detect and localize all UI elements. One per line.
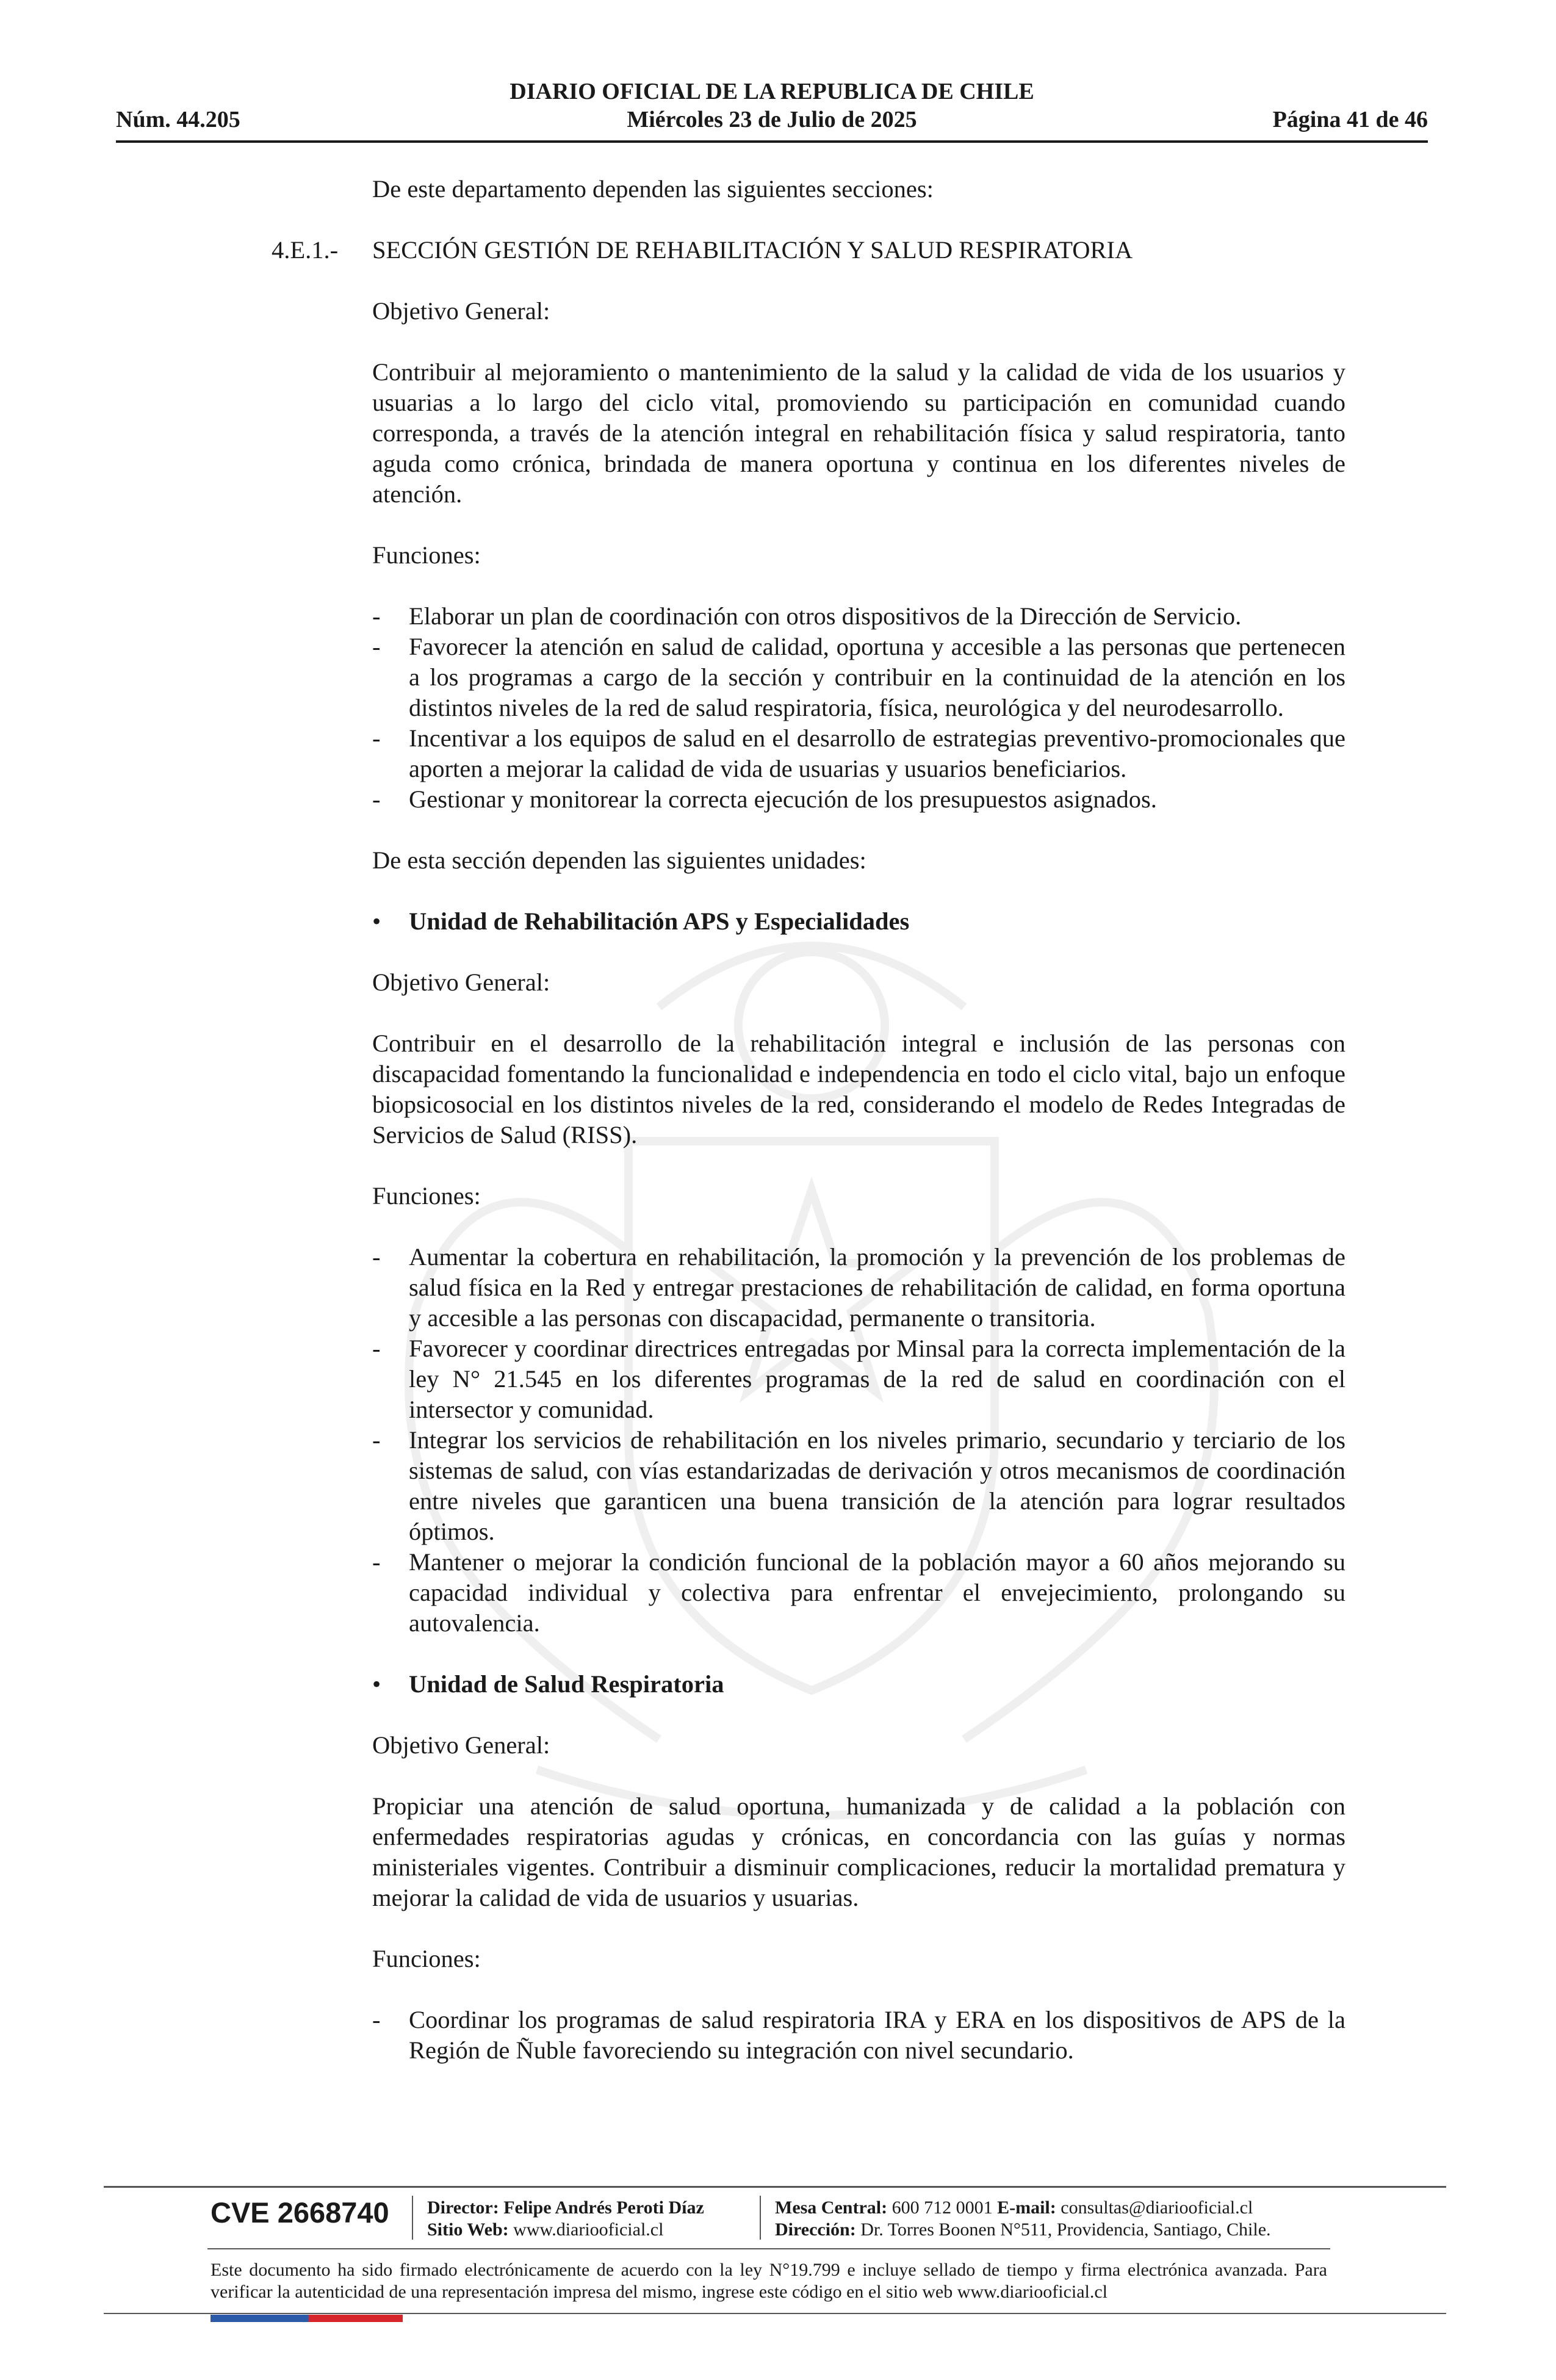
signature-notice: Este documento ha sido firmado electrónicamente de acuerdo con la ley N°19.799 e incluye sellado de tiempo y firma electrónica avanzada. Para verificar la autenticidad de una representación impresa del mismo, ingrese este código en el sitio web www.diariooficial.cl bbox=[211, 2260, 1327, 2302]
footer-bottom-rule bbox=[104, 2313, 1446, 2314]
list-item bbox=[372, 784, 1345, 815]
email-link[interactable]: consultas@diariooficial.cl bbox=[1061, 2198, 1253, 2218]
list-item bbox=[372, 1333, 1345, 1425]
list-item-text: Favorecer y coordinar directrices entregadas por Minsal para la correcta implementación de la ley N° 21.545 en los diferentes programas de la red de salud en coordinación con el intersector y comunidad. bbox=[409, 1335, 1345, 1423]
dash-marker: - bbox=[372, 785, 381, 813]
unit-title: Unidad de Rehabilitación APS y Especialidades bbox=[409, 907, 910, 935]
issue-number: Núm. 44.205 bbox=[116, 107, 240, 132]
footer-inner-divider bbox=[207, 2248, 1330, 2249]
dash-marker: - bbox=[372, 633, 381, 660]
list-item bbox=[372, 1425, 1345, 1547]
unit1-functions-list bbox=[372, 1242, 1345, 1639]
section-objective-label: Objetivo General: bbox=[372, 297, 550, 325]
director-label: Director: bbox=[427, 2198, 499, 2218]
list-item-text: Mantener o mejorar la condición funcional de la población mayor a 60 años mejorando su capacidad individual y colectiva para enfrentar el envejecimiento, prolongando su autovalencia. bbox=[409, 1548, 1345, 1637]
bullet-marker: • bbox=[372, 1670, 381, 1698]
unit1-objective-text: Contribuir en el desarrollo de la rehabilitación integral e inclusión de las personas con discapacidad fomentando la funcionalidad e independencia en todo el ciclo vital, bajo un enfoque biopsicosocial en los distintos niveles de la red, considerando el modelo de Redes Integradas de Servicios de Salud (RISS). bbox=[372, 1030, 1345, 1149]
unit1-functions-label: Funciones: bbox=[372, 1182, 481, 1210]
list-item-text: Incentivar a los equipos de salud en el desarrollo de estrategias preventivo-promocionales que aporten a mejorar la calidad de vida de usuarias y usuarios beneficiarios. bbox=[409, 724, 1345, 782]
list-item-text: Favorecer la atención en salud de calidad, oportuna y accesible a las personas que pertenecen a los programas a cargo de la sección y contribuir en la continuidad de la atención en los distintos niveles de la red de salud respiratoria, física, neurológica y del neurodesarrollo. bbox=[409, 633, 1345, 721]
dash-marker: - bbox=[372, 1548, 381, 1576]
section-heading bbox=[272, 235, 1345, 265]
website-link[interactable]: www.diariooficial.cl bbox=[513, 2220, 664, 2240]
footer-contact-block bbox=[775, 2197, 1271, 2241]
bullet-marker: • bbox=[372, 907, 381, 935]
units-intro: De esta sección dependen las siguientes unidades: bbox=[372, 846, 866, 874]
director-name: Felipe Andrés Peroti Díaz bbox=[503, 2198, 704, 2218]
dash-marker: - bbox=[372, 1335, 381, 1362]
footer-separator bbox=[412, 2196, 413, 2240]
email-label: E-mail: bbox=[997, 2198, 1056, 2218]
section-title: SECCIÓN GESTIÓN DE REHABILITACIÓN Y SALUD RESPIRATORIA bbox=[372, 236, 1133, 264]
footer-separator bbox=[760, 2196, 761, 2240]
page-header bbox=[116, 78, 1428, 144]
list-item bbox=[372, 1242, 1345, 1333]
unit-title: Unidad de Salud Respiratoria bbox=[409, 1670, 724, 1698]
header-divider bbox=[116, 140, 1428, 143]
cve-code: CVE 2668740 bbox=[211, 2196, 389, 2229]
list-item-text: Aumentar la cobertura en rehabilitación, la promoción y la prevención de los problemas de salud física en la Red y entregar prestaciones de rehabilitación de calidad, en forma oportuna y accesible a las personas con discapacidad, permanente o transitoria. bbox=[409, 1243, 1345, 1332]
phone-number: 600 712 0001 bbox=[891, 2198, 993, 2218]
unit-heading bbox=[372, 1669, 1345, 1700]
list-item bbox=[372, 632, 1345, 723]
section-number: 4.E.1.- bbox=[272, 236, 339, 264]
address-label: Dirección: bbox=[775, 2220, 856, 2240]
list-item bbox=[372, 601, 1345, 632]
page-number: Página 41 de 46 bbox=[1272, 107, 1428, 132]
dash-marker: - bbox=[372, 724, 381, 752]
footer-director-block bbox=[427, 2197, 704, 2241]
list-item bbox=[372, 2005, 1345, 2066]
section-functions-list bbox=[372, 601, 1345, 815]
departments-intro: De este departamento dependen las siguientes secciones: bbox=[372, 175, 934, 203]
newspaper-title: DIARIO OFICIAL DE LA REPUBLICA DE CHILE bbox=[510, 79, 1034, 104]
unit2-objective-text: Propiciar una atención de salud oportuna, humanizada y de calidad a la población con enfermedades respiratorias agudas y crónicas, en concordancia con las guías y normas ministeriales vigentes. Contribuir a disminuir complicaciones, reducir la mortalidad prematura y mejorar la calidad de vida de usuarios y usuarias. bbox=[372, 1792, 1345, 1911]
dash-marker: - bbox=[372, 1243, 381, 1271]
flag-red-stripe bbox=[308, 2315, 403, 2322]
list-item-text: Gestionar y monitorear la correcta ejecución de los presupuestos asignados. bbox=[409, 785, 1157, 813]
list-item-text: Elaborar un plan de coordinación con otros dispositivos de la Dirección de Servicio. bbox=[409, 602, 1242, 630]
dash-marker: - bbox=[372, 1426, 381, 1454]
unit2-objective-label: Objetivo General: bbox=[372, 1731, 550, 1759]
phone-label: Mesa Central: bbox=[775, 2198, 888, 2218]
web-label: Sitio Web: bbox=[427, 2220, 509, 2240]
unit2-functions-list bbox=[372, 2005, 1345, 2066]
document-body bbox=[272, 174, 1345, 2066]
address-text: Dr. Torres Boonen N°511, Providencia, Santiago, Chile. bbox=[860, 2220, 1271, 2240]
issue-date: Miércoles 23 de Julio de 2025 bbox=[627, 107, 917, 132]
section-objective-text: Contribuir al mejoramiento o mantenimiento de la salud y la calidad de vida de los usuarios y usuarias a lo largo del ciclo vital, promoviendo su participación en comunidad cuando corresponda, a través de la atención integral en rehabilitación física y salud respiratoria, tanto aguda como crónica, brindada de manera oportuna y continua en los diferentes niveles de atención. bbox=[372, 358, 1345, 508]
unit1-objective-label: Objetivo General: bbox=[372, 968, 550, 996]
section-functions-label: Funciones: bbox=[372, 541, 481, 569]
unit-heading bbox=[372, 906, 1345, 937]
list-item bbox=[372, 723, 1345, 784]
dash-marker: - bbox=[372, 602, 381, 630]
footer-divider bbox=[104, 2186, 1446, 2188]
list-item bbox=[372, 1547, 1345, 1639]
flag-blue-stripe bbox=[211, 2315, 308, 2322]
dash-marker: - bbox=[372, 2006, 381, 2033]
unit2-functions-label: Funciones: bbox=[372, 1945, 481, 1972]
list-item-text: Integrar los servicios de rehabilitación en los niveles primario, secundario y terciario de los sistemas de salud, con vías estandarizadas de derivación y otros mecanismos de coordinación entre niveles que garanticen una buena transición de la atención para lograr resultados óptimos. bbox=[409, 1426, 1345, 1545]
list-item-text: Coordinar los programas de salud respiratoria IRA y ERA en los dispositivos de APS de la Región de Ñuble favoreciendo su integración con nivel secundario. bbox=[409, 2006, 1345, 2064]
